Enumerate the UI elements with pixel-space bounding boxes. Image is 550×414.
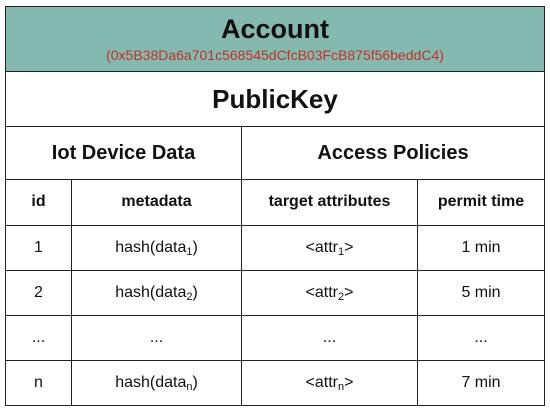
row-id: 2 <box>6 270 72 315</box>
row-target-attribute: <attr$_1$> <box>242 225 418 270</box>
row-metadata: hash(data$_2$) <box>72 270 242 315</box>
account-table <box>5 6 545 406</box>
row-id: n <box>6 360 72 405</box>
table-row <box>6 315 545 360</box>
row-target-attribute: ... <box>242 315 418 360</box>
row-permit-time: ... <box>418 315 545 360</box>
account-structure-diagram <box>5 6 544 406</box>
table-row <box>6 270 545 315</box>
row-permit-time: 7 min <box>418 360 545 405</box>
iot-device-data-header: Iot Device Data <box>6 127 242 180</box>
row-target-attribute: <attr$_2$> <box>242 270 418 315</box>
account-address: (0x5B38Da6a701c568545dCfcB03FcB875f56beddC4) <box>106 47 444 64</box>
account-header <box>6 7 545 72</box>
row-permit-time: 1 min <box>418 225 545 270</box>
row-permit-time: 5 min <box>418 270 545 315</box>
column-header-permit-time: permit time <box>418 180 545 225</box>
access-policies-header: Access Policies <box>242 127 545 180</box>
table-row <box>6 360 545 405</box>
column-header-id: id <box>6 180 72 225</box>
public-key-label: PublicKey <box>6 72 545 127</box>
row-metadata: hash(data$_1$) <box>72 225 242 270</box>
table-row <box>6 225 545 270</box>
row-metadata: hash(data$_n$) <box>72 360 242 405</box>
column-header-target-attributes: target attributes <box>242 180 418 225</box>
row-id: ... <box>6 315 72 360</box>
column-header-metadata: metadata <box>72 180 242 225</box>
row-id: 1 <box>6 225 72 270</box>
row-metadata: ... <box>72 315 242 360</box>
account-title: Account <box>221 14 329 45</box>
row-target-attribute: <attr$_n$> <box>242 360 418 405</box>
